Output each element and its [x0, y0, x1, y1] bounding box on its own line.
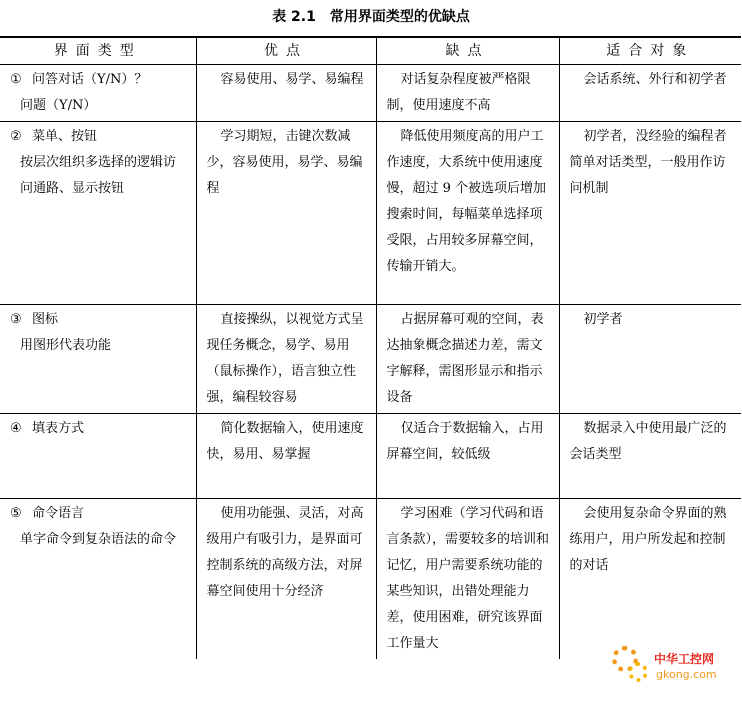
type-description: 问题（Y/N） [20, 98, 97, 113]
type-cell [0, 65, 196, 122]
row-number: ⑤ [10, 506, 22, 521]
type-name: 图标 [32, 312, 59, 327]
watermark-brand: 中华工控网 [654, 652, 715, 666]
header-cons: 缺点 [376, 37, 559, 65]
type-name: 命令语言 [32, 506, 85, 521]
type-cell [0, 414, 196, 499]
pros-cell: 容易使用、易学、易编程 [196, 65, 376, 122]
cons-cell: 学习困难（学习代码和语言条款），需要较多的培训和记忆，用户需要系统功能的某些知识，出错处理能力差，使用困难，研究该界面工作量大 [376, 499, 559, 660]
header-type: 界面类型 [0, 37, 196, 65]
type-cell [0, 122, 196, 305]
row-number: ② [10, 129, 22, 144]
target-cell: 数据录入中使用最广泛的会话类型 [559, 414, 741, 499]
row-number: ① [10, 72, 22, 87]
table-caption [0, 6, 742, 26]
cons-cell: 仅适合于数据输入，占用屏幕空间，较低级 [376, 414, 559, 499]
table-row [0, 414, 741, 499]
pros-cell: 使用功能强、灵活，对高级用户有吸引力，是界面可控制系统的高级方法，对屏幕空间使用十分经济 [196, 499, 376, 660]
target-cell: 初学者，没经验的编程者简单对话类型，一般用作访问机制 [559, 122, 741, 305]
header-pros: 优点 [196, 37, 376, 65]
type-name: 问答对话（Y/N）？ [32, 72, 148, 87]
pros-cell: 直接操纵，以视觉方式呈现任务概念，易学、易用（鼠标操作），语言独立性强，编程较容易 [196, 305, 376, 414]
watermark-logo [610, 642, 734, 690]
caption-number: 表 2.1 [272, 9, 316, 25]
type-cell [0, 305, 196, 414]
type-description: 单字命令到复杂语法的命令 [20, 532, 177, 547]
type-name: 菜单、按钮 [32, 129, 98, 144]
table-row [0, 499, 741, 660]
pros-cell: 学习期短，击键次数减少，容易使用，易学、易编程 [196, 122, 376, 305]
interface-types-table [0, 36, 741, 659]
target-cell: 初学者 [559, 305, 741, 414]
table-row [0, 122, 741, 305]
gear-icon [628, 662, 648, 682]
table-row [0, 305, 741, 414]
watermark-site: gkong.com [656, 668, 717, 681]
cons-cell: 降低使用频度高的用户工作速度，大系统中使用速度慢，超过 9 个被选项后增加搜索时间，每幅菜单选择项受限，占用较多屏幕空间，传输开销大。 [376, 122, 559, 305]
type-description: 用图形代表功能 [20, 338, 112, 353]
type-name: 填表方式 [32, 421, 85, 436]
header-target: 适合对象 [559, 37, 741, 65]
cons-cell: 占据屏幕可观的空间，表达抽象概念描述力差，需文字解释，需图形显示和指示设备 [376, 305, 559, 414]
cons-cell: 对话复杂程度被严格限制，使用速度不高 [376, 65, 559, 122]
header-row [0, 37, 741, 65]
pros-cell: 简化数据输入，使用速度快，易用、易掌握 [196, 414, 376, 499]
table-row [0, 65, 741, 122]
target-cell: 会使用复杂命令界面的熟练用户，用户所发起和控制的对话 [559, 499, 741, 660]
target-cell: 会话系统、外行和初学者 [559, 65, 741, 122]
type-cell [0, 499, 196, 660]
caption-text: 常用界面类型的优缺点 [329, 9, 470, 25]
row-number: ③ [10, 312, 22, 327]
row-number: ④ [10, 421, 22, 436]
type-description: 按层次组织多选择的逻辑访问通路、显示按钮 [20, 155, 177, 196]
